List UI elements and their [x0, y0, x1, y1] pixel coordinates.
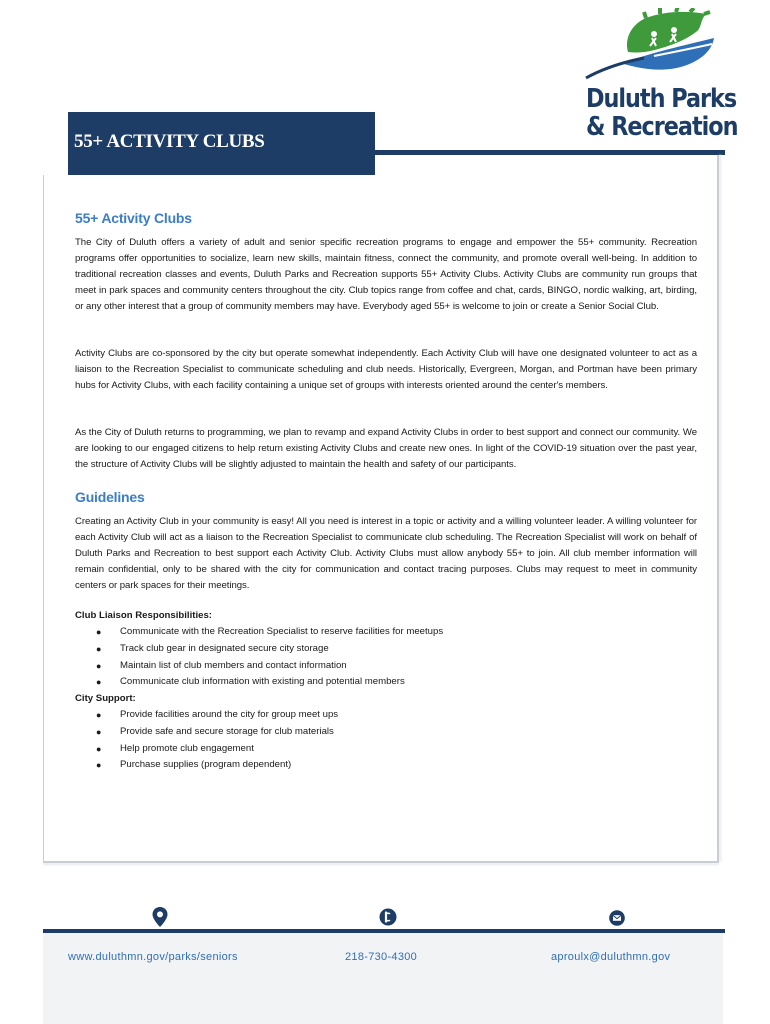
list-item: ● Communicate with the Recreation Specialist to reserve facilities for meetups — [75, 624, 635, 641]
list-item: ● Provide safe and secure storage for club materials — [75, 724, 635, 741]
logo-text-line2: & Recreation — [586, 112, 738, 142]
frame-right-border — [717, 155, 719, 862]
bullet-icon: ● — [96, 760, 102, 771]
bullet-icon: ● — [96, 643, 102, 654]
bullet-icon: ● — [96, 726, 102, 737]
bullet-icon: ● — [96, 743, 102, 754]
email-icon — [609, 910, 625, 926]
liaison-responsibilities-list — [75, 624, 635, 691]
bullet-icon: ● — [96, 677, 102, 688]
duluth-parks-logo — [584, 8, 738, 144]
paragraph-revamp: As the City of Duluth returns to programming, we plan to revamp and expand Activity Clubs in order to best support and connect our community. We are looking to our engaged citizens to help return existing Activity Clubs and create new ones. In light of the COVID-19 situation over the past year, the structure of Activity Clubs will be slightly adjusted to maintain the health and safety of our participants. — [75, 427, 697, 470]
section-heading-activity-clubs: 55+ Activity Clubs — [75, 210, 192, 226]
footer-rule — [43, 929, 725, 933]
list-item: ● Provide facilities around the city for group meet ups — [75, 707, 635, 724]
location-pin-icon — [151, 906, 169, 928]
page-title: 55+ ACTIVITY CLUBS — [74, 131, 265, 152]
phone-icon — [379, 908, 397, 926]
website-link[interactable]: www.duluthmn.gov/parks/seniors — [68, 951, 238, 963]
paragraph-guidelines: Creating an Activity Club in your community is easy! All you need is interest in a topic or activity and a willing volunteer leader. A willing volunteer for each Activity Club will act as a liaison to the Recreation Specialist to communicate club scheduling. The Recreation Specialist will work on behalf of Duluth Parks and Recreation to best support each Activity Club. Activity Clubs must allow anybody 55+ to join. All club member information will remain confidential, only to be shared with the city for communication and contact tracing purposes. Clubs may request to meet in community centers or park spaces for their meetings. — [75, 516, 697, 591]
title-banner — [68, 112, 375, 175]
bullet-icon: ● — [96, 710, 102, 720]
section-heading-guidelines: Guidelines — [75, 489, 145, 505]
frame-top-rule — [375, 150, 725, 155]
list-item: ● Help promote club engagement — [75, 741, 635, 758]
list-item: ● Communicate club information with existing and potential members — [75, 674, 635, 691]
frame-bottom-border — [43, 861, 719, 863]
bullet-icon: ● — [96, 660, 102, 671]
list-item: ● Maintain list of club members and contact information — [75, 658, 635, 675]
paragraph-cosponsored: Activity Clubs are co-sponsored by the city but operate somewhat independently. Each Activity Club will have one designated volunteer to act as a liaison to the Recreation Specialist to communicate scheduling and club needs. Historically, Evergreen, Morgan, and Portman have been primary hubs for Activity Clubs, with each facility containing a unique set of groups with interests oriented around the center's members. — [75, 348, 697, 391]
leaf-river-logo-icon — [584, 8, 716, 86]
footer — [43, 932, 723, 1024]
email-link[interactable]: aproulx@duluthmn.gov — [551, 951, 671, 963]
city-support-list — [75, 707, 635, 774]
city-support-heading: City Support: — [75, 693, 136, 704]
list-item: ● Purchase supplies (program dependent) — [75, 757, 635, 774]
bullet-icon: ● — [96, 627, 102, 637]
paragraph-intro: The City of Duluth offers a variety of adult and senior specific recreation programs to engage and empower the 55+ community. Recreation programs offer opportunities to socialize, learn new skills, maintain fitness, connect the community, and promote overall well-being. In addition to traditional recreation classes and events, Duluth Parks and Recreation supports 55+ Activity Clubs. Activity Clubs are community run groups that meet in park spaces and community centers throughout the city. Club topics range from coffee and chat, cards, BINGO, nordic walking, art, birding, or any other interest that a group of community members may have. Everybody aged 55+ is welcome to join or create a Senior Social Club. — [75, 237, 697, 312]
liaison-responsibilities-heading: Club Liaison Responsibilities: — [75, 610, 212, 621]
phone-link[interactable]: 218-730-4300 — [345, 951, 418, 963]
list-item: ● Track club gear in designated secure city storage — [75, 641, 635, 658]
logo-text-line1: Duluth Parks — [586, 84, 737, 114]
frame-left-border — [43, 175, 44, 863]
